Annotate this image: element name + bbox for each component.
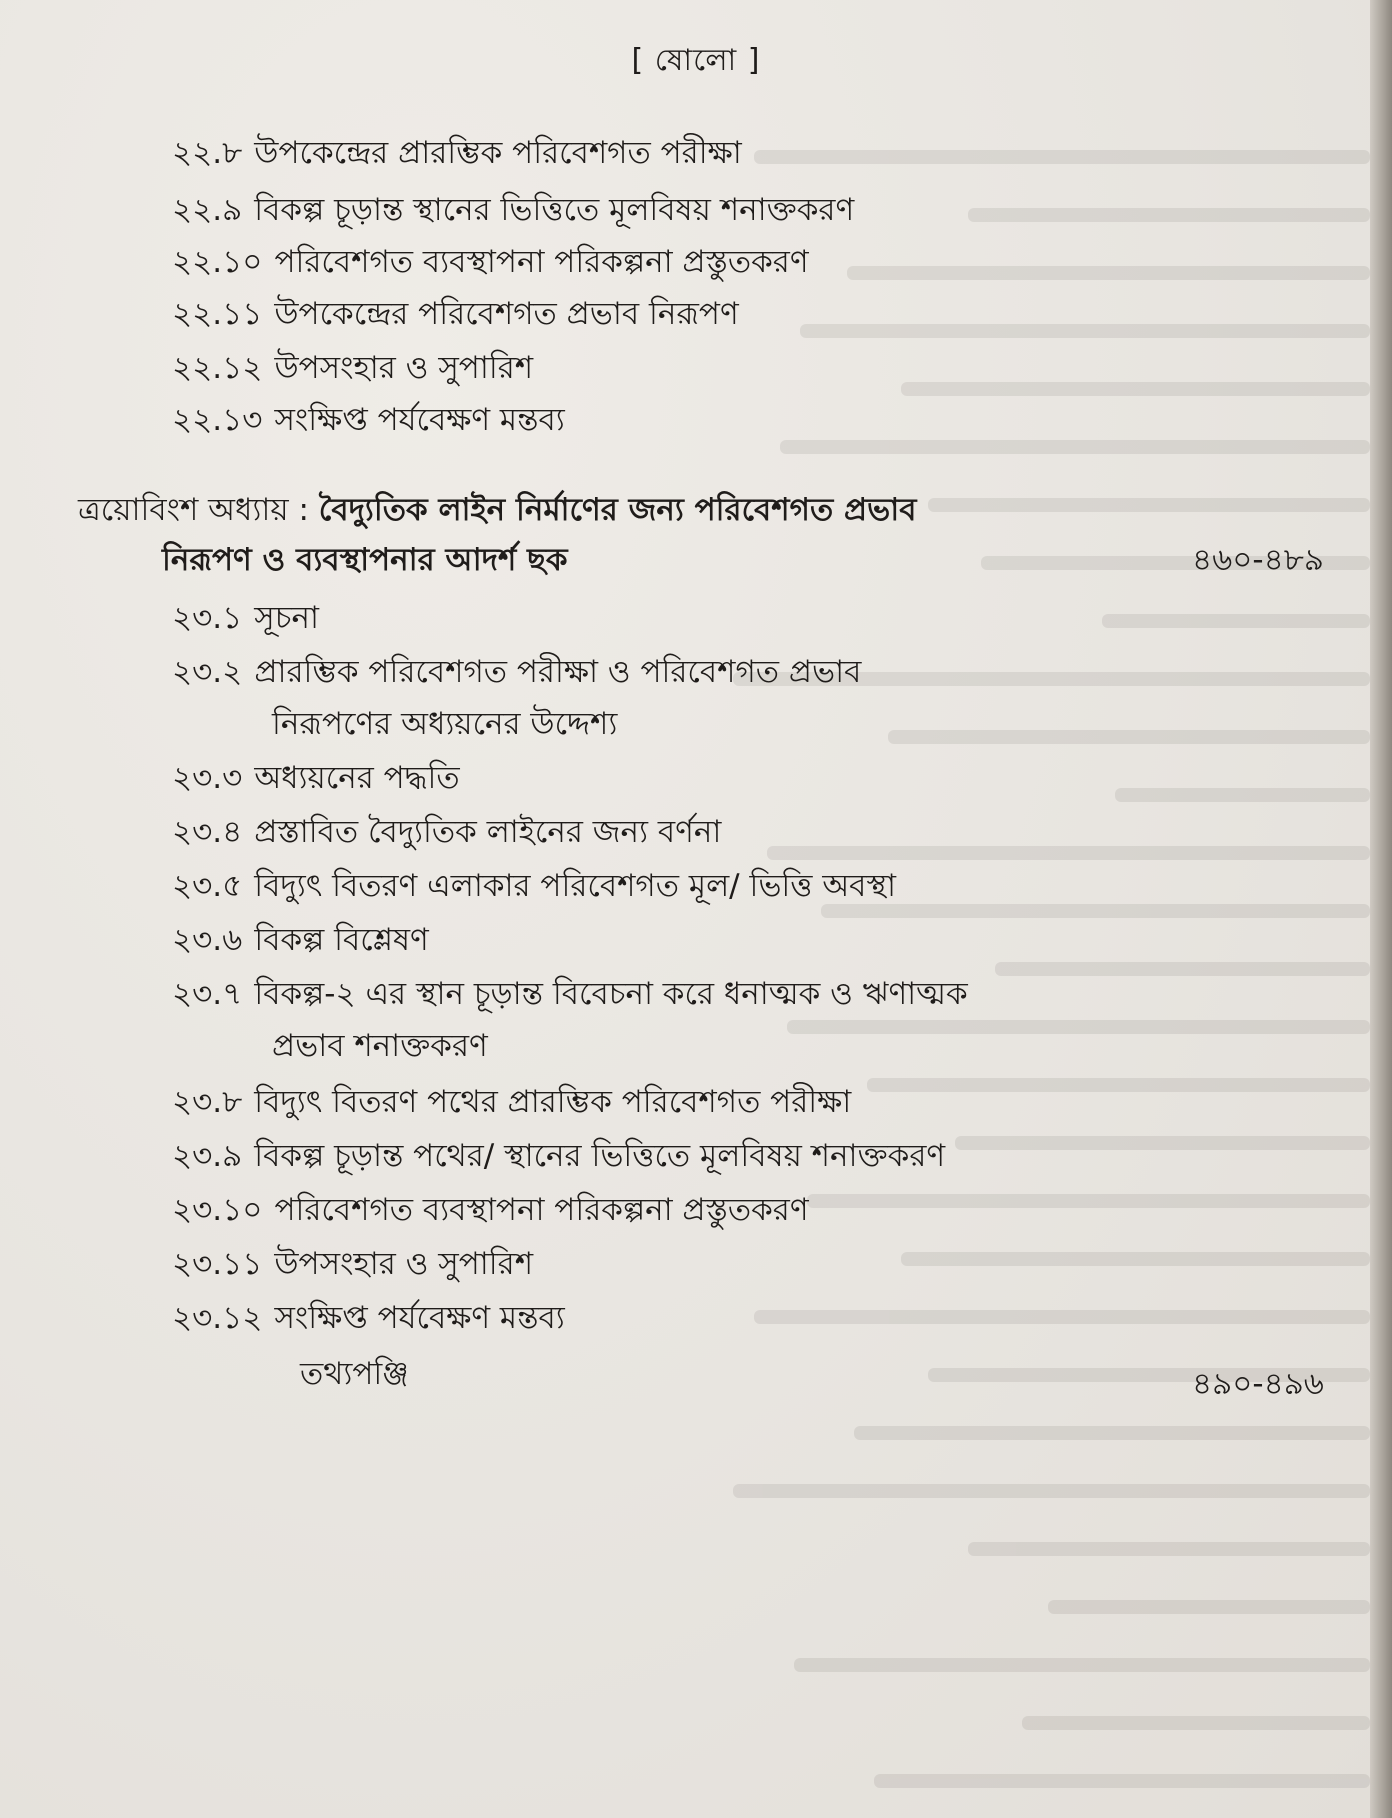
- toc-entry: [172, 598, 319, 638]
- toc-entry: [172, 866, 896, 906]
- toc-entry: [172, 758, 460, 798]
- chapter-label: ত্রয়োবিংশ অধ্যায় :: [78, 492, 309, 528]
- entry-title: সূচনা: [254, 600, 319, 636]
- entry-number: ২২.১০: [172, 244, 263, 280]
- entry-number: ২৩.৬: [172, 922, 243, 958]
- entry-title: বিদ্যুৎ বিতরণ পথের প্রারম্ভিক পরিবেশগত পরীক্ষা: [254, 1084, 852, 1120]
- entry-number: ২৩.১০: [172, 1192, 263, 1228]
- chapter-title-line1: বৈদ্যুতিক লাইন নির্মাণের জন্য পরিবেশগত প্রভাব: [318, 492, 917, 528]
- bibliography-label: তথ্যপঞ্জি: [300, 1356, 409, 1392]
- page-edge: [1370, 0, 1392, 1818]
- toc-entry: [172, 348, 533, 388]
- chapter-heading: [78, 490, 916, 530]
- toc-entry: [172, 242, 809, 282]
- entry-title: উপকেন্দ্রের পরিবেশগত প্রভাব নিরূপণ: [274, 296, 739, 332]
- entry-title: উপসংহার ও সুপারিশ: [274, 1246, 534, 1282]
- chapter-heading-cont: [162, 540, 568, 580]
- toc-entry: [172, 652, 861, 692]
- entry-title: প্রারম্ভিক পরিবেশগত পরীক্ষা ও পরিবেশগত প্রভাব: [254, 654, 862, 690]
- entry-title: বিদ্যুৎ বিতরণ এলাকার পরিবেশগত মূল/ ভিত্তি অবস্থা: [254, 868, 896, 904]
- entry-number: ২২.১২: [172, 350, 263, 386]
- entry-title: সংক্ষিপ্ত পর্যবেক্ষণ মন্তব্য: [274, 402, 565, 438]
- toc-entry: [172, 1136, 945, 1176]
- entry-title: বিকল্প-২ এর স্থান চূড়ান্ত বিবেচনা করে ধনাত্মক ও ঋণাত্মক: [254, 976, 968, 1012]
- toc-entry: [172, 133, 742, 173]
- entry-title: পরিবেশগত ব্যবস্থাপনা পরিকল্পনা প্রস্তুতকরণ: [274, 1192, 809, 1228]
- entry-number: ২৩.৭: [172, 976, 243, 1012]
- toc-entry: [172, 294, 739, 334]
- entry-title: প্রস্তাবিত বৈদ্যুতিক লাইনের জন্য বর্ণনা: [254, 814, 722, 850]
- entry-number: ২৩.৫: [172, 868, 243, 904]
- toc-entry: [172, 1298, 565, 1338]
- toc-entry: [172, 974, 968, 1014]
- entry-title: বিকল্প চূড়ান্ত স্থানের ভিত্তিতে মূলবিষয় শনাক্তকরণ: [254, 192, 855, 228]
- entry-number: ২২.১৩: [172, 402, 263, 438]
- toc-entry: [172, 812, 721, 852]
- entry-number: ২৩.১২: [172, 1300, 263, 1336]
- toc-entry: [172, 1082, 851, 1122]
- entry-title: পরিবেশগত ব্যবস্থাপনা পরিকল্পনা প্রস্তুতকরণ: [274, 244, 809, 280]
- entry-title: অধ্যয়নের পদ্ধতি: [254, 760, 460, 796]
- chapter-title-line2: নিরূপণ ও ব্যবস্থাপনার আদর্শ ছক: [162, 542, 568, 578]
- entry-title: বিকল্প বিশ্লেষণ: [254, 922, 429, 958]
- entry-number: ২৩.৪: [172, 814, 243, 850]
- toc-entry: [172, 1244, 533, 1284]
- entry-number: ২২.১১: [172, 296, 263, 332]
- entry-number: ২৩.১১: [172, 1246, 263, 1282]
- toc-entry: [172, 1190, 809, 1230]
- entry-number: ২৩.৮: [172, 1084, 243, 1120]
- entry-title: সংক্ষিপ্ত পর্যবেক্ষণ মন্তব্য: [274, 1300, 565, 1336]
- entry-title: উপকেন্দ্রের প্রারম্ভিক পরিবেশগত পরীক্ষা: [254, 135, 742, 171]
- bibliography-page-range: ৪৯০-৪৯৬: [1192, 1366, 1324, 1402]
- chapter-page-range: ৪৬০-৪৮৯: [1192, 542, 1324, 578]
- entry-number: ২২.৮: [172, 135, 243, 171]
- entry-number: ২২.৯: [172, 192, 243, 228]
- entry-number: ২৩.২: [172, 654, 243, 690]
- toc-entry: [172, 190, 854, 230]
- entry-number: ২৩.৩: [172, 760, 243, 796]
- toc-entry: [172, 920, 429, 960]
- page-header: [ ষোলো ]: [631, 43, 761, 78]
- toc-entry: [172, 400, 565, 440]
- toc-entry-cont: প্রভাব শনাক্তকরণ: [272, 1028, 488, 1064]
- entry-number: ২৩.১: [172, 600, 243, 636]
- entry-number: ২৩.৯: [172, 1138, 243, 1174]
- entry-title: বিকল্প চূড়ান্ত পথের/ স্থানের ভিত্তিতে মূলবিষয় শনাক্তকরণ: [254, 1138, 946, 1174]
- entry-title: উপসংহার ও সুপারিশ: [274, 350, 534, 386]
- toc-entry-cont: নিরূপণের অধ্যয়নের উদ্দেশ্য: [272, 706, 618, 742]
